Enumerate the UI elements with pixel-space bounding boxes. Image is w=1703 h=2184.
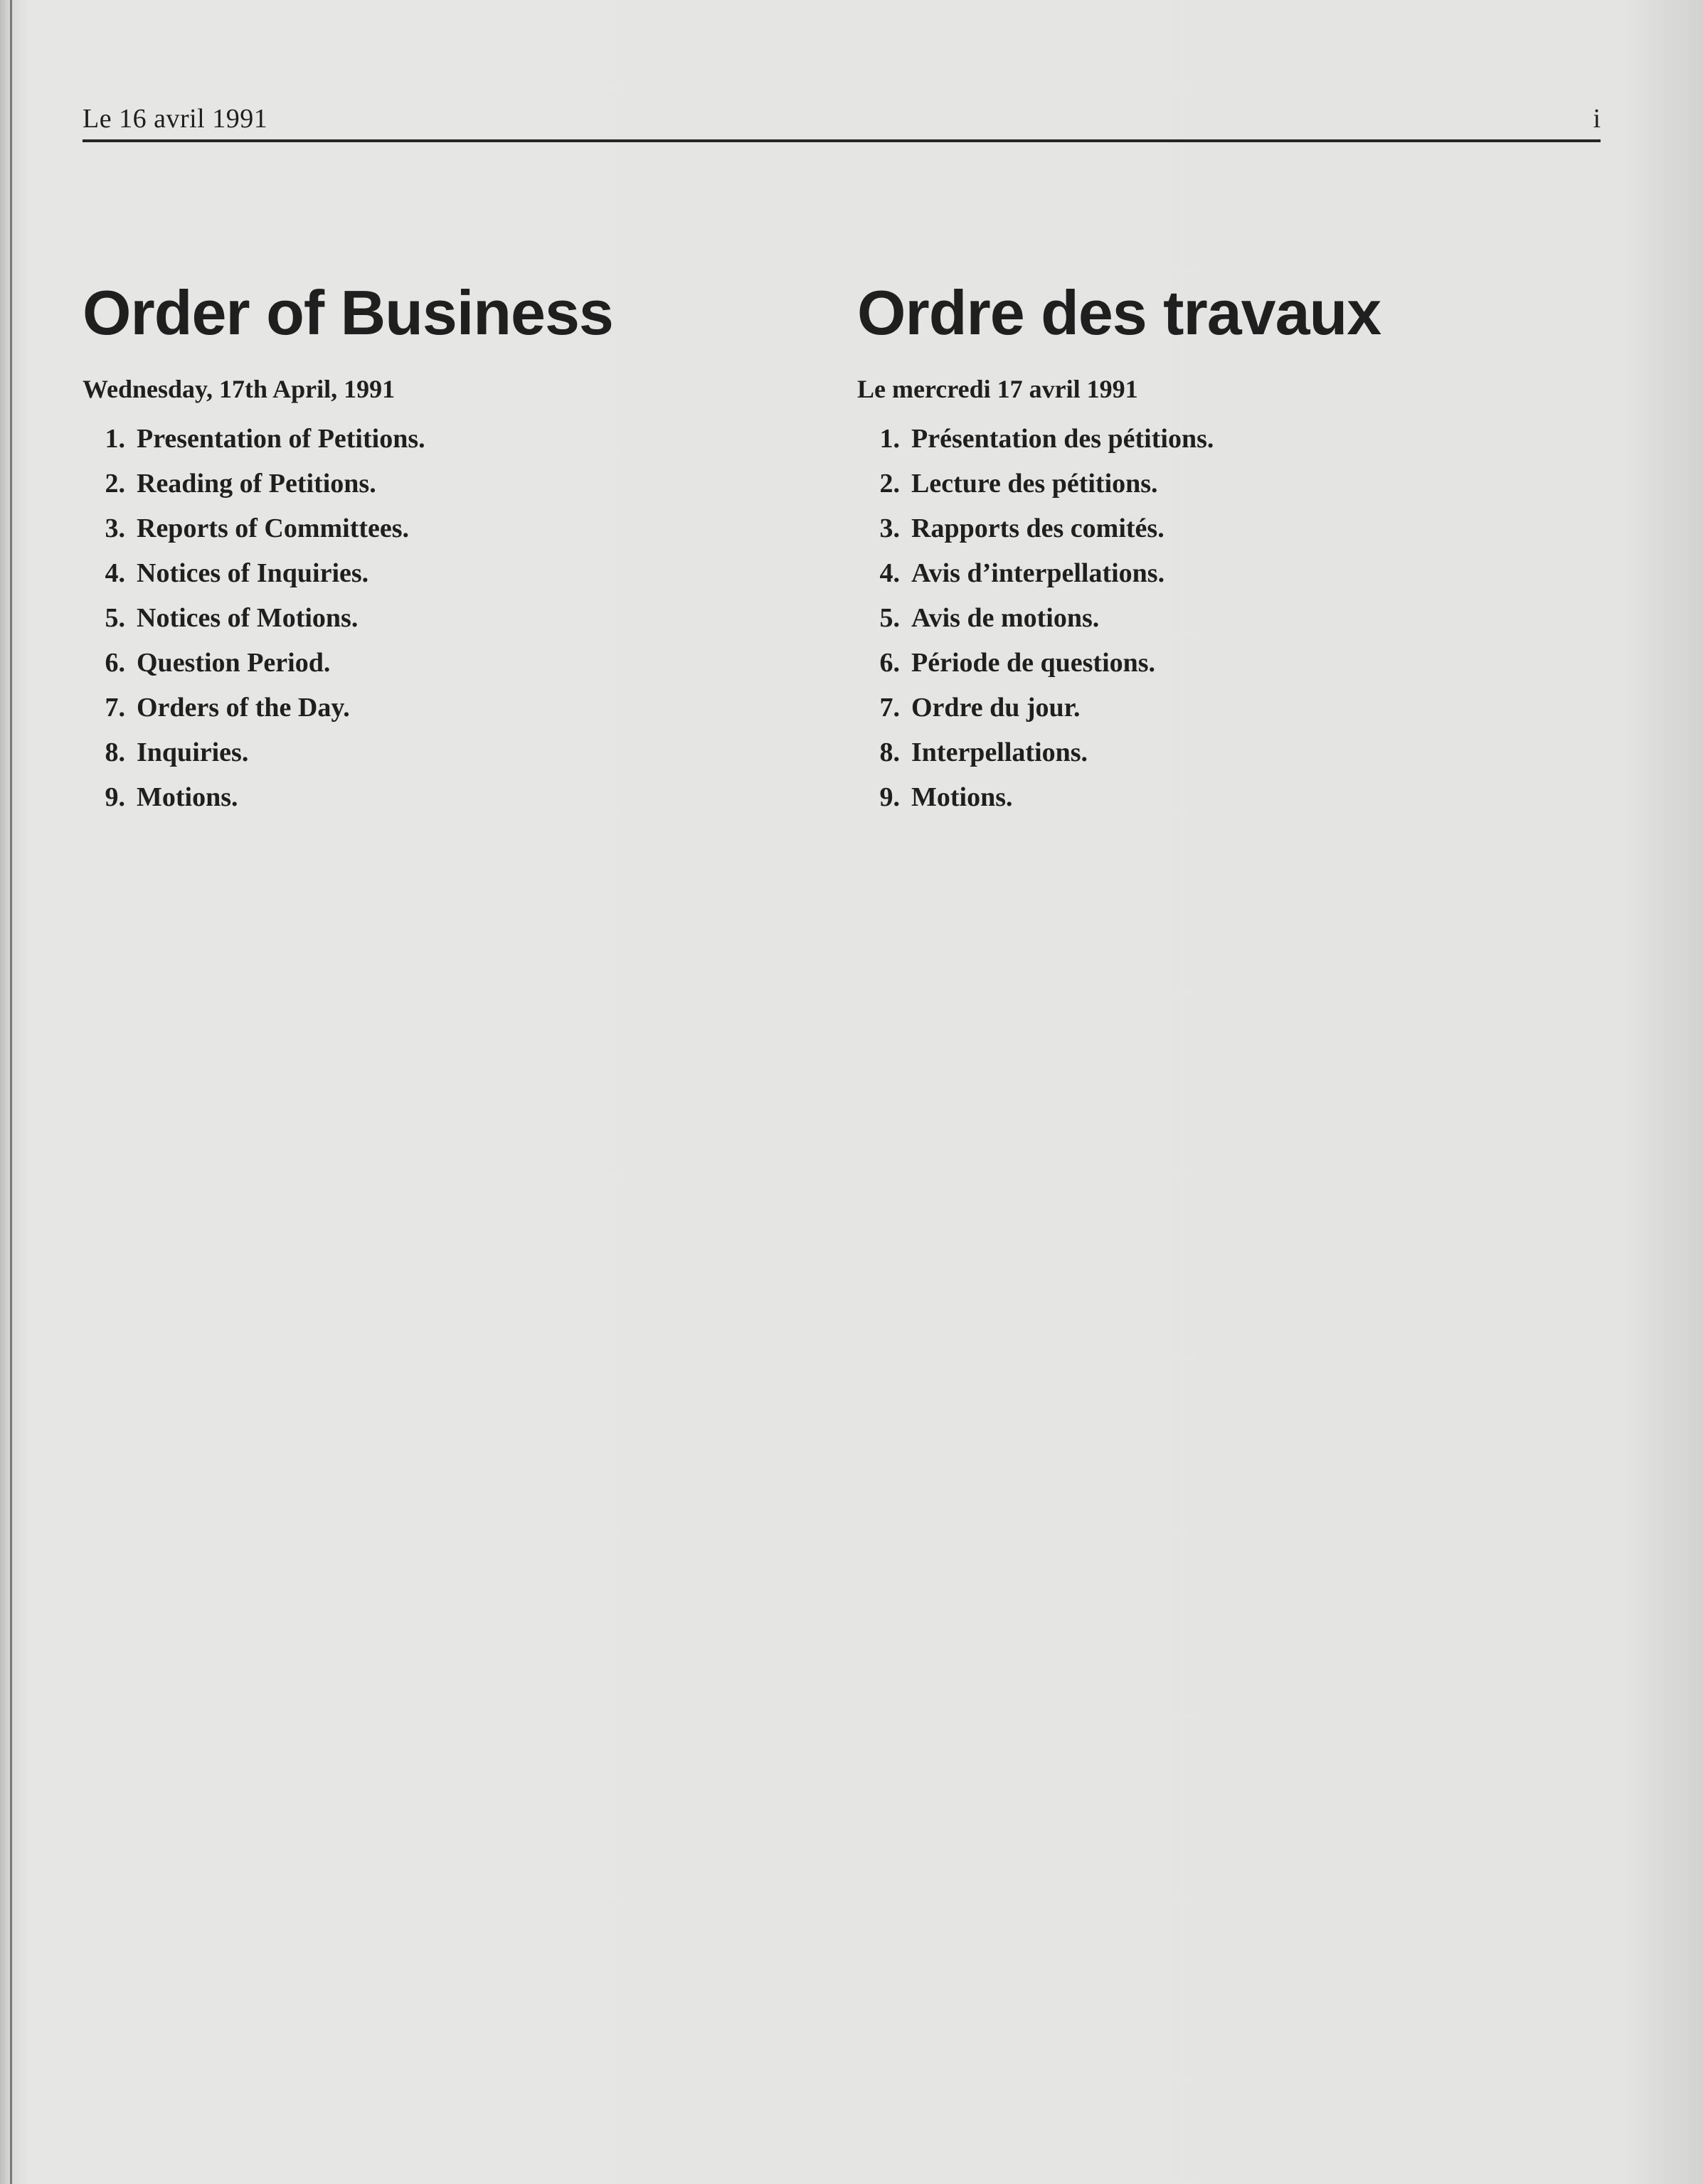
- item-number: 9.: [105, 782, 125, 812]
- item-label: Reading of Petitions.: [137, 469, 376, 499]
- item-number: 4.: [879, 558, 900, 588]
- french-order-item: [857, 775, 1597, 820]
- french-title: Ordre des travaux: [857, 277, 1381, 348]
- item-number: 3.: [105, 513, 125, 543]
- french-order-item: [857, 641, 1597, 686]
- english-order-item: [83, 506, 822, 551]
- english-order-item: [83, 686, 822, 730]
- item-label: Motions.: [137, 782, 238, 812]
- english-order-item: [83, 462, 822, 506]
- item-label: Inquiries.: [137, 737, 249, 767]
- item-number: 6.: [879, 648, 900, 678]
- item-label: Lecture des pétitions.: [911, 469, 1158, 499]
- item-label: Rapports des comités.: [911, 513, 1164, 543]
- item-number: 5.: [105, 603, 125, 633]
- item-number: 1.: [105, 424, 125, 454]
- item-label: Presentation of Petitions.: [137, 424, 425, 454]
- item-label: Motions.: [911, 782, 1013, 812]
- french-order-item: [857, 551, 1597, 596]
- page-number: i: [1593, 104, 1601, 134]
- header-date: Le 16 avril 1991: [83, 104, 268, 134]
- item-label: Orders of the Day.: [137, 693, 350, 723]
- english-order-item: [83, 641, 822, 686]
- french-order-item: [857, 730, 1597, 775]
- english-order-list: [83, 417, 822, 820]
- english-order-item: [83, 730, 822, 775]
- item-number: 9.: [879, 782, 900, 812]
- english-order-item: [83, 551, 822, 596]
- item-label: Avis de motions.: [911, 603, 1100, 633]
- french-order-list: [857, 417, 1597, 820]
- item-number: 6.: [105, 648, 125, 678]
- item-number: 7.: [105, 693, 125, 723]
- item-label: Présentation des pétitions.: [911, 424, 1214, 454]
- english-column: [83, 270, 822, 820]
- english-date-line: Wednesday, 17th April, 1991: [83, 375, 396, 403]
- french-column: [857, 270, 1597, 820]
- french-order-item: [857, 462, 1597, 506]
- page-binding-edge: [10, 0, 12, 2184]
- item-number: 8.: [879, 737, 900, 767]
- item-label: Interpellations.: [911, 737, 1088, 767]
- item-label: Avis d’interpellations.: [911, 558, 1165, 588]
- item-number: 4.: [105, 558, 125, 588]
- english-order-item: [83, 417, 822, 462]
- french-order-item: [857, 417, 1597, 462]
- item-label: Question Period.: [137, 648, 331, 678]
- item-number: 2.: [879, 469, 900, 499]
- english-title: Order of Business: [83, 277, 613, 348]
- french-order-item: [857, 506, 1597, 551]
- item-number: 5.: [879, 603, 900, 633]
- item-number: 3.: [879, 513, 900, 543]
- french-order-item: [857, 686, 1597, 730]
- page-header: [83, 103, 1601, 140]
- french-date-line: Le mercredi 17 avril 1991: [857, 375, 1138, 403]
- item-number: 8.: [105, 737, 125, 767]
- french-order-item: [857, 596, 1597, 641]
- item-label: Période de questions.: [911, 648, 1156, 678]
- item-label: Reports of Committees.: [137, 513, 410, 543]
- item-label: Notices of Inquiries.: [137, 558, 369, 588]
- english-order-item: [83, 775, 822, 820]
- item-label: Ordre du jour.: [911, 693, 1081, 723]
- item-number: 7.: [879, 693, 900, 723]
- header-rule: [83, 139, 1601, 142]
- item-number: 1.: [879, 424, 900, 454]
- item-label: Notices of Motions.: [137, 603, 359, 633]
- item-number: 2.: [105, 469, 125, 499]
- english-order-item: [83, 596, 822, 641]
